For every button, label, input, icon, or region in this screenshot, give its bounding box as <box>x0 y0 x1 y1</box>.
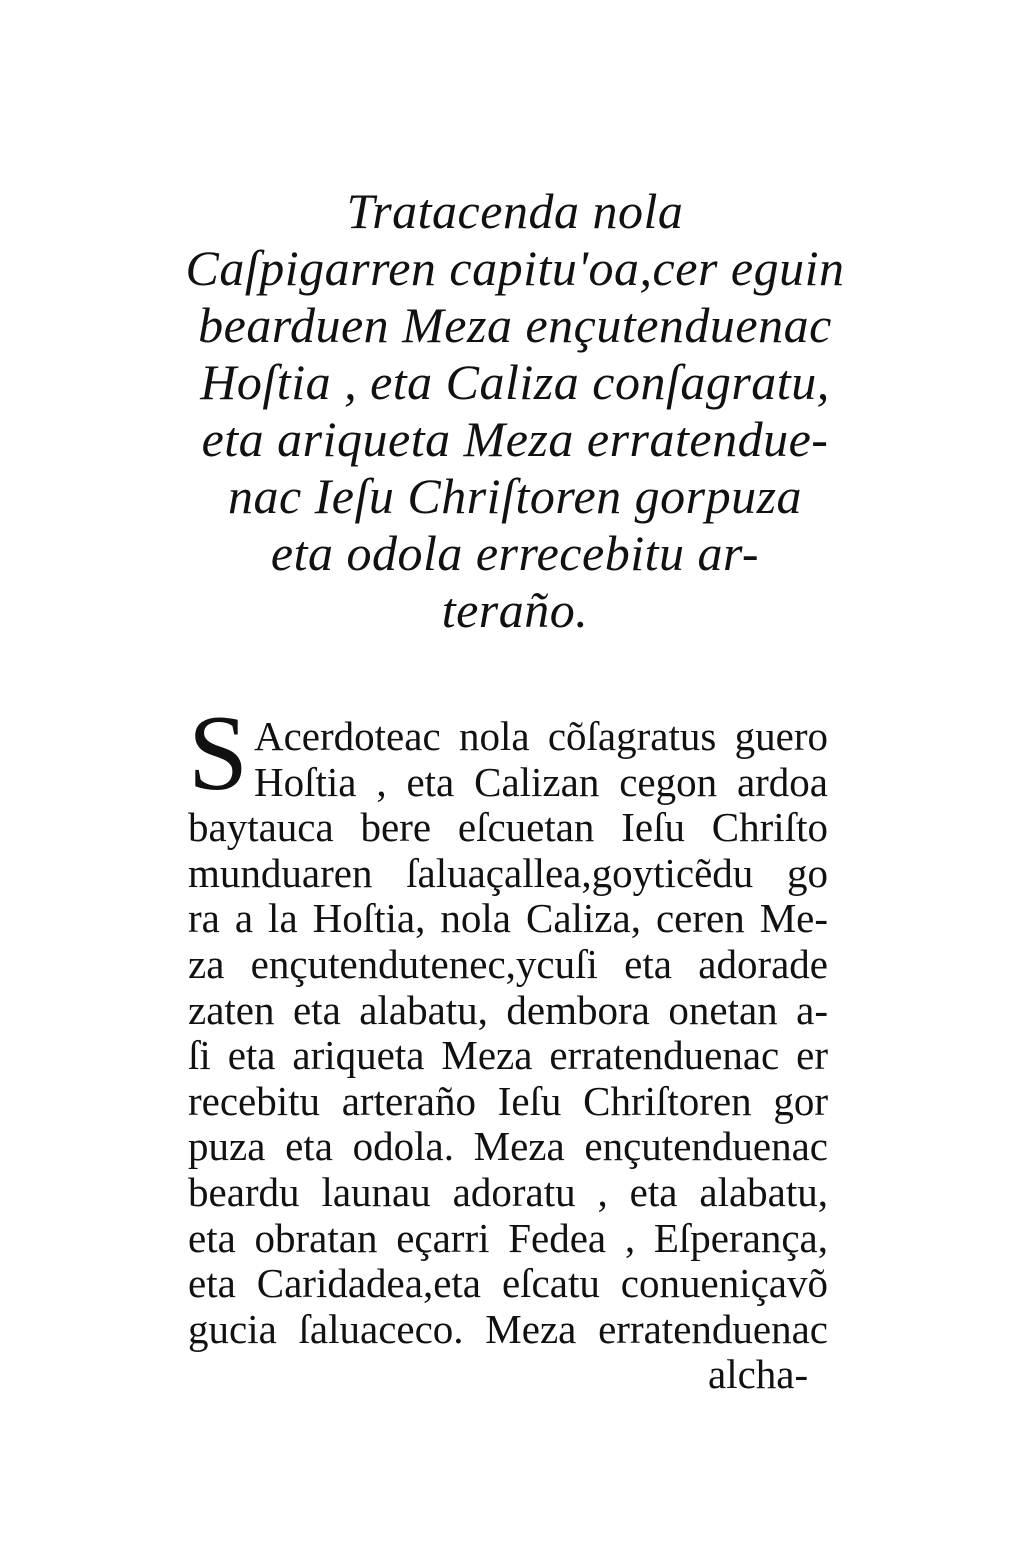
heading-line: Caſpigarren capitu'oa,cer eguin <box>185 240 845 296</box>
heading-line: Hoſtia , eta Caliza conſagratu, <box>200 354 830 410</box>
body-line: ra a la Hoſtia, nola Caliza, ceren Me- <box>188 895 828 942</box>
heading-line: eta ariqueta Meza erratendue- <box>201 411 829 467</box>
body-line: beardu launau adoratu , eta alabatu, <box>188 1168 828 1215</box>
body-line: puza eta odola. Meza ençutenduenac <box>188 1123 828 1170</box>
body-line: baytauca bere eſcuetan Ieſu Chriſto <box>188 804 828 851</box>
body-line: munduaren ſaluaçallea,goyticẽdu go <box>188 849 828 896</box>
body-line: Acerdoteac nola cõſagratus guero <box>254 713 828 759</box>
heading-line: bearduen Meza ençutenduenac <box>198 297 832 353</box>
body-line: ſi eta ariqueta Meza erratenduenac er <box>188 1032 828 1079</box>
body-line: eta Caridadea,eta eſcatu conueniçavõ <box>188 1260 828 1307</box>
heading-line: Tratacenda nola <box>346 183 684 239</box>
body-line: gucia ſaluaceco. Meza erratenduenac <box>188 1305 828 1352</box>
heading-line: eta odola errecebitu ar- <box>270 525 760 581</box>
drop-cap-letter: S <box>188 694 249 813</box>
body-line: zaten eta alabatu, dembora onetan a- <box>188 986 828 1033</box>
body-line: Hoſtia , eta Calizan cegon ardoa <box>254 758 828 805</box>
body-line: recebitu arteraño Ieſu Chriſtoren gor <box>188 1077 828 1124</box>
heading-line: teraño. <box>441 582 589 638</box>
heading-line: nac Ieſu Chriſtoren gorpuza <box>227 468 803 524</box>
body-line: eta obratan eçarri Fedea , Eſperança, <box>188 1214 828 1261</box>
chapter-heading <box>180 183 850 639</box>
body-line: za ençutendutenec,ycuſi eta adorade <box>188 940 828 987</box>
body-paragraph <box>188 714 828 1352</box>
catchword: alcha- <box>708 1351 809 1397</box>
